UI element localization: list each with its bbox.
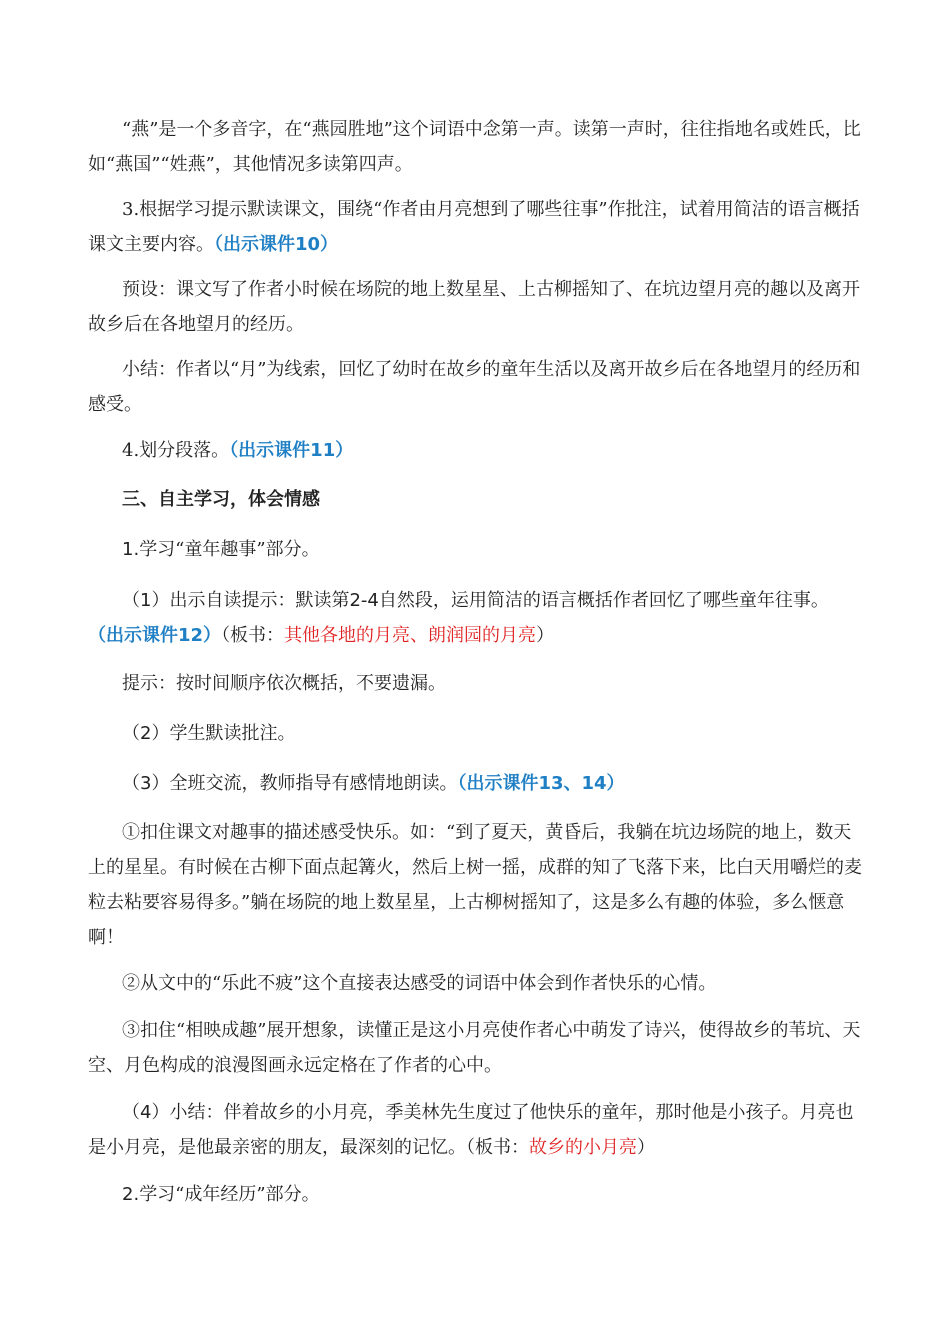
section-heading-3: 三、自主学习，体会情感: [122, 489, 320, 510]
paragraph-step4: [88, 433, 868, 468]
question-2-text: 学生默读批注。: [169, 723, 296, 744]
question-1: [88, 583, 868, 653]
subsection-2-title: [88, 1177, 868, 1212]
question-1-text: 出示自读提示：默读第: [169, 590, 350, 611]
question-3: [88, 766, 868, 801]
subsection-1-text: 学习“童年趣事”部分。: [139, 539, 320, 560]
paragraph-step3: [88, 192, 868, 262]
board-close-1: ）: [536, 625, 555, 646]
question-3-number: （3）: [122, 773, 170, 794]
question-4-number: （4）: [122, 1102, 170, 1123]
question-1-range: 2-4: [349, 590, 379, 611]
comment-1: ①扣住课文对趣事的描述感受快乐。如：“到了夏天，黄昏后，我躺在坑边场院的地上，数天上的星星。有时候在古柳下面点起篝火，然后上树一摇，成群的知了飞落下来，比白天用嚼烂的麦粒去粘要容易得多。”躺在场院的地上数星星，上古柳树摇知了，这是多么有趣的体验，多么惬意啊！: [88, 822, 862, 948]
question-4: [88, 1095, 868, 1165]
comment-2: ②从文中的“乐此不疲”这个直接表达感受的词语中体会到作者快乐的心情。: [122, 973, 717, 994]
question-2: [88, 716, 868, 751]
courseware-ref-13-14: （出示课件13、14）: [457, 773, 625, 794]
paragraph-preset: 预设：课文写了作者小时候在场院的地上数星星、上古柳摇知了、在坑边望月亮的趣以及离开故乡后在各地望月的经历。: [88, 279, 860, 335]
question-2-number: （2）: [122, 723, 170, 744]
board-note-2: 故乡的小月亮: [529, 1137, 637, 1158]
subsection-1-title: [88, 532, 868, 567]
board-close-2: ）: [637, 1137, 655, 1158]
subsection-2-number: 2.: [122, 1184, 140, 1205]
step4-text: 4.划分段落。: [122, 440, 230, 461]
paragraph-hint: 提示：按时间顺序依次概括，不要遗漏。: [122, 673, 446, 694]
question-1-number: （1）: [122, 590, 170, 611]
question-3-text: 全班交流，教师指导有感情地朗读。: [169, 773, 458, 794]
board-open-2: （板书：: [466, 1137, 529, 1158]
paragraph-summary: 小结：作者以“月”为线索，回忆了幼时在故乡的童年生活以及离开故乡后在各地望月的经历和感受。: [88, 359, 861, 415]
board-open-1: （板书：: [221, 625, 285, 646]
subsection-2-text: 学习“成年经历”部分。: [139, 1184, 320, 1205]
comment-3: ③扣住“相映成趣”展开想象，读懂正是这小月亮使作者心中萌发了诗兴，使得故乡的苇坑、天空、月色构成的浪漫图画永远定格在了作者的心中。: [88, 1020, 861, 1076]
paragraph-yan-pronunciation: “燕”是一个多音字，在“燕园胜地”这个词语中念第一声。读第一声时，往往指地名或姓氏，比如“燕国”“姓燕”，其他情况多读第四声。: [88, 119, 861, 175]
courseware-ref-10: （出示课件10）: [214, 234, 339, 255]
courseware-ref-11: （出示课件11）: [229, 440, 354, 461]
subsection-1-number: 1.: [122, 539, 140, 560]
board-note-1: 其他各地的月亮、朗润园的月亮: [284, 625, 537, 646]
courseware-ref-12: （出示课件12）: [88, 625, 222, 646]
question-4-text: 小结：伴着故乡的小月亮，季美林先生度过了他快乐的童年，那时他是小孩子。月亮也是小月亮，是他最亲密的朋友，最深刻的记忆。: [88, 1102, 854, 1158]
step3-text: 3.根据学习提示默读课文，围绕“作者由月亮想到了哪些往事”作批注，试着用简洁的语言概括课文主要内容。: [88, 199, 860, 255]
question-1-text-2: 自然段，运用简洁的语言概括作者回忆了哪些童年往事。: [378, 590, 829, 611]
